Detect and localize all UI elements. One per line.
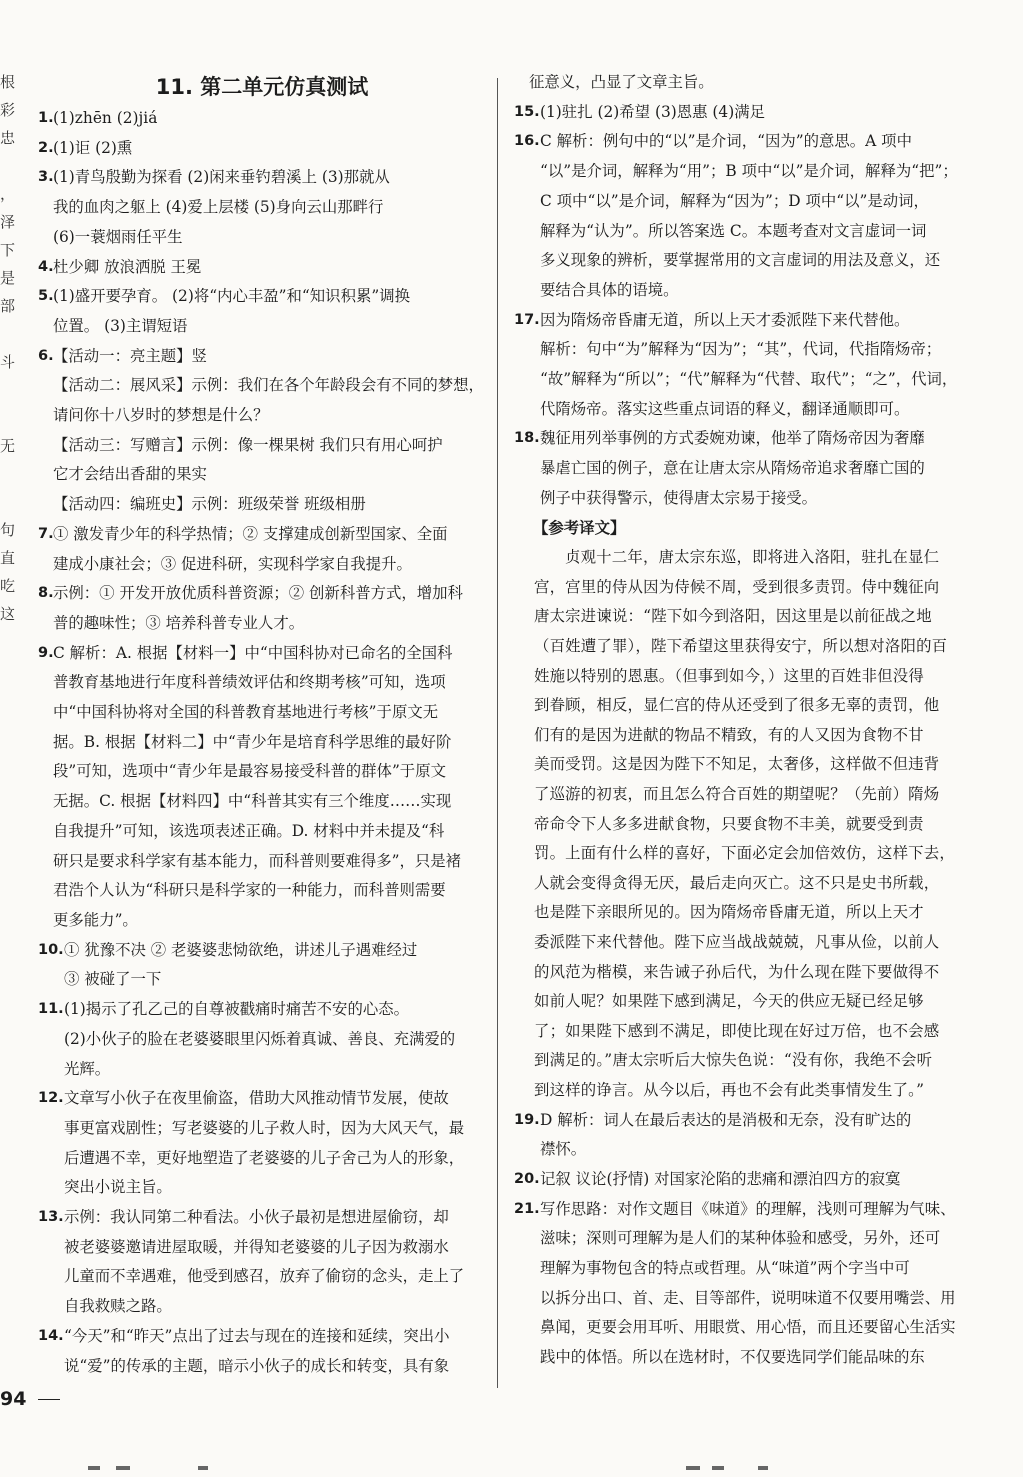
- answer-item: [38, 253, 486, 283]
- answer-number: 4.: [38, 258, 54, 275]
- edge-char: 这: [0, 605, 16, 623]
- answer-item: [38, 104, 486, 134]
- answer-line: 请问你十八岁时的梦想是什么？: [53, 406, 269, 425]
- edge-char: 忠: [0, 129, 16, 147]
- translation-line: 姓施以特别的恩惠。（但事到如今，）这里的百姓非但没得: [534, 666, 924, 685]
- page-title: 11. 第二单元仿真测试: [155, 75, 369, 99]
- translation-line: 贞观十二年，唐太宗东巡，即将进入洛阳，驻扎在显仁: [565, 548, 940, 567]
- answer-line: 更多能力”。: [53, 910, 138, 929]
- answer-item: [38, 1322, 486, 1381]
- translation-line: 了巡游的初衷，而且怎么符合百姓的期望呢？（先前）隋炀: [534, 785, 940, 803]
- answer-line: (1)青鸟殷勤为探看 (2)闲来垂钓碧溪上 (3)那就从: [53, 168, 390, 187]
- answer-list-right-b: [514, 1106, 966, 1373]
- answer-line: 说“爱”的传承的主题，暗示小伙子的成长和转变，具有象: [64, 1356, 450, 1375]
- answer-line: “以”是介词，解释为“用”；B 项中“以”是介词，解释为“把”；: [540, 162, 958, 181]
- answer-number: 2.: [38, 139, 54, 156]
- answer-line: D 解析：词人在最后表达的是消极和无奈，没有旷达的: [540, 1110, 912, 1129]
- answer-line: (1)揭示了孔乙己的自尊被戳痛时痛苦不安的心态。: [64, 1000, 410, 1019]
- answer-line: 代隋炀帝。落实这些重点词语的释义，翻译通顺即可。: [540, 399, 910, 418]
- answer-line: 君浩个人认为“科研只是科学家的一种能力，而科普则需要: [53, 881, 446, 900]
- answer-line: 解释为“认为”。所以答案选 C。本题考查对文言虚词一词: [540, 221, 927, 240]
- reference-translation: [514, 543, 966, 1105]
- translation-line: 的风范为楷模，来告诫子孙后代，为什么现在陛下要做得不: [534, 962, 940, 981]
- answer-line: 【活动三：写赠言】示例：像一棵果树 我们只有用心呵护: [53, 435, 443, 454]
- answer-line: 例子中获得警示，使得唐太宗易于接受。: [540, 488, 818, 507]
- translation-line: 帝命令下人多多进献食物，只要食物不丰美，就要受到责: [534, 814, 924, 833]
- answer-line: C 项中“以”是介词，解释为“因为”；D 项中“以”是动词，: [540, 191, 929, 210]
- edge-char: [0, 378, 16, 406]
- answer-number: 7.: [38, 525, 54, 542]
- answer-item: [514, 127, 966, 305]
- answer-line: 后遭遇不幸，更好地塑造了老婆婆的儿子舍己为人的形象，: [64, 1148, 465, 1167]
- footer-mark: [198, 1466, 208, 1470]
- answer-line: (1)讵 (2)熏: [53, 138, 133, 157]
- answer-line: 儿童而不幸遇难，他受到感召，放弃了偷窃的念头，走上了: [64, 1267, 465, 1286]
- answer-line: 滋味；深则可理解为是人们的某种体验和感受，另外，还可: [540, 1229, 941, 1248]
- answer-item: [514, 424, 966, 513]
- answer-list-right-a: [514, 98, 966, 514]
- footer-mark: [116, 1466, 130, 1470]
- answer-line: 征意义，凸显了文章主旨。: [529, 73, 714, 91]
- answer-line: 被老婆婆邀请进屋取暖，并得知老婆婆的儿子因为救溺水: [64, 1237, 449, 1256]
- answer-line: 文章写小伙子在夜里偷盗，借助大风推动情节发展，使故: [64, 1089, 449, 1108]
- edge-char: [0, 154, 16, 182]
- translation-line: 到满足的。”唐太宗听后大惊失色说：“没有你，我绝不会听: [534, 1051, 933, 1070]
- answer-line: (1)zhēn (2)jiá: [53, 109, 158, 127]
- answer-line: 示例：我认同第二种看法。小伙子最初是想进屋偷窃，却: [64, 1208, 449, 1227]
- answer-number: 3.: [38, 169, 54, 186]
- answer-number: 18.: [514, 430, 540, 447]
- answer-item: [38, 163, 486, 252]
- answer-number: 21.: [514, 1200, 540, 1217]
- edge-char: 部: [0, 297, 16, 315]
- edge-char: 根: [0, 73, 16, 91]
- translation-line: 委派陛下来代替他。陛下应当战战兢兢，凡事从俭，以前人: [534, 932, 940, 951]
- answer-item: [514, 1195, 966, 1373]
- answer-line: ③ 被碰了一下: [64, 970, 162, 989]
- answer-item: [38, 936, 486, 995]
- answer-line: 它才会结出香甜的果实: [53, 465, 207, 484]
- answer-line: 段”可知，选项中“青少年是最容易接受科普的群体”于原文: [53, 762, 446, 781]
- translation-line: 了；如果陛下感到不满足，即使比现在好过万倍，也不会感: [534, 1021, 940, 1040]
- answer-number: 1.: [38, 110, 54, 126]
- edge-char: 彩: [0, 101, 16, 119]
- answer-line: 示例：① 开发开放优质科普资源；② 创新科普方式，增加科: [53, 584, 463, 603]
- answer-item: [514, 306, 966, 425]
- translation-line: 到眷顾，相反，显仁宫的侍从还受到了很多无辜的责罚，他: [534, 696, 940, 715]
- edge-char: [0, 462, 16, 490]
- answer-number: 20.: [514, 1170, 540, 1187]
- answer-line: 写作思路：对作文题目《味道》的理解，浅则可理解为气味、: [540, 1199, 956, 1218]
- answer-line: 襟怀。: [540, 1140, 587, 1159]
- answer-item: [38, 520, 486, 579]
- answer-line: 中“中国科协将对全国的科普教育基地进行考核”于原文无: [53, 703, 439, 722]
- translation-line: 美而受罚。这是因为陛下不知足，太奢侈，这样做不但违背: [534, 755, 940, 774]
- answer-line: 建成小康社会；③ 促进科研，实现科学家自我提升。: [53, 554, 412, 573]
- translation-line: 宫，宫里的侍从因为侍候不周，受到很多责罚。侍中魏征向: [534, 577, 940, 596]
- answer-number: 11.: [38, 1001, 64, 1018]
- answer-item: [38, 282, 486, 341]
- answer-line: 【活动二：展风采】示例：我们在各个年龄段会有不同的梦想，: [53, 376, 484, 395]
- answer-line: 我的血肉之躯上 (4)爱上层楼 (5)身向云山那畔行: [53, 198, 384, 217]
- answer-item: [38, 1203, 486, 1322]
- answer-line: 事更富戏剧性；写老婆婆的儿子救人时，因为大风天气，最: [64, 1118, 465, 1137]
- answer-line: ① 犹豫不决 ② 老婆婆悲恸欲绝，讲述儿子遇难经过: [64, 940, 418, 959]
- edge-char: [0, 406, 16, 434]
- translation-line: 们有的是因为进献的物品不精致，有的人又因为食物不甘: [534, 725, 924, 744]
- footer-mark: [88, 1466, 100, 1470]
- answer-number: 9.: [38, 644, 54, 661]
- answer-item: [38, 639, 486, 936]
- answer-line: 据。B. 根据【材料二】中“青少年是培育科学思维的最好阶: [53, 732, 452, 751]
- answer-line: ① 激发青少年的科学热情；② 支撑建成创新型国家、全面: [53, 524, 448, 543]
- answer-list-left: [38, 104, 486, 1381]
- adjacent-page-edge-text: [0, 70, 16, 630]
- answer-number: 16.: [514, 133, 540, 150]
- answer-line: 以拆分出口、首、走、目等部件，说明味道不仅要用嘴尝、用: [540, 1288, 956, 1307]
- translation-heading: 【参考译文】: [533, 518, 626, 537]
- translation-line: （百姓遭了罪），陛下希望这里获得安宁，所以想对洛阳的百: [534, 637, 948, 656]
- answer-line: “今天”和“昨天”点出了过去与现在的连接和延续，突出小: [64, 1326, 450, 1345]
- answer-item: [514, 1106, 966, 1165]
- answer-line: C 解析：例句中的“以”是介词，“因为”的意思。A 项中: [540, 132, 912, 151]
- answer-item: [514, 1165, 966, 1195]
- answer-item: [38, 342, 486, 520]
- edge-char: 吃: [0, 577, 16, 595]
- answer-line: 位置。 (3)主谓短语: [53, 316, 188, 335]
- answer-number: 8.: [38, 585, 54, 602]
- answer-line: (1)盛开要孕育。 (2)将“内心丰盈”和“知识积累”调换: [53, 287, 410, 306]
- answer-line: 理解为事物包含的特点或哲理。从“味道”两个字当中可: [540, 1259, 910, 1278]
- answer-line: 【活动一：亮主题】竖: [53, 346, 207, 365]
- answer-line: 研只是要求科学家有基本能力，而科普则要难得多”，只是褚: [53, 851, 462, 870]
- edge-char: ，: [0, 185, 16, 203]
- column-divider: [497, 78, 498, 1388]
- answer-item: [514, 98, 966, 128]
- translation-line: 罚。上面有什么样的喜好，下面必定会加倍效仿，这样下去，: [534, 844, 955, 863]
- answer-line: 普的趣味性；③ 培养科普专业人才。: [53, 613, 305, 632]
- footer-mark: [686, 1466, 700, 1470]
- answer-line: 鼻闻，更要会用耳听、用眼赏、用心悟，而且还要留心生活实: [540, 1318, 956, 1337]
- translation-line: 人就会变得贪得无厌，最后走向灭亡。这不只是史书所载，: [534, 873, 940, 892]
- answer-line: 要结合具体的语境。: [540, 280, 679, 299]
- answer-line: 践中的体悟。所以在选材时，不仅要选同学们能品味的东: [540, 1348, 925, 1367]
- answer-line: C 解析：A. 根据【材料一】中“中国科协对已命名的全国科: [53, 643, 453, 662]
- answer-item: [38, 134, 486, 164]
- answer-item: [38, 995, 486, 1084]
- page-number-rule: [38, 1399, 60, 1400]
- answer-line: 多义现象的辨析，要掌握常用的文言虚词的用法及意义，还: [540, 251, 941, 270]
- translation-line: 唐太宗进谏说：“陛下如今到洛阳，因这里是以前征战之地: [534, 607, 932, 626]
- answer-14-continuation: [514, 68, 966, 98]
- answer-number: 17.: [514, 311, 540, 328]
- answer-line: 因为隋炀帝昏庸无道，所以上天才委派陛下来代替他。: [540, 310, 910, 329]
- answer-line: 记叙 议论(抒情) 对国家沦陷的悲痛和漂泊四方的寂寞: [540, 1169, 901, 1188]
- edge-char: 泽: [0, 213, 16, 231]
- answer-line: 无据。C. 根据【材料四】中“科普其实有三个维度……实现: [53, 792, 452, 811]
- answer-number: 15.: [514, 103, 540, 120]
- answer-line: 暴虐亡国的例子，意在让唐太宗从隋炀帝追求奢靡亡国的: [540, 459, 925, 478]
- right-column: [514, 68, 966, 1373]
- translation-line: 到这样的诤言。从今以后，再也不会有此类事情发生了。”: [534, 1080, 925, 1099]
- edge-char: 无: [0, 437, 16, 455]
- answer-line: 突出小说主旨。: [64, 1178, 172, 1197]
- edge-char: [0, 322, 16, 350]
- edge-char: 下: [0, 241, 16, 259]
- answer-line: (2)小伙子的脸在老婆婆眼里闪烁着真诚、善良、充满爱的: [64, 1029, 456, 1048]
- answer-number: 6.: [38, 347, 54, 364]
- answer-line: (6)一蓑烟雨任平生: [53, 227, 183, 246]
- answer-number: 12.: [38, 1090, 64, 1107]
- answer-line: “故”解释为“所以”；“代”解释为“代替、取代”；“之”，代词，: [540, 370, 958, 389]
- answer-line: 自我救赎之路。: [64, 1297, 172, 1316]
- answer-number: 13.: [38, 1209, 64, 1226]
- translation-line: 也是陛下亲眼所见的。因为隋炀帝昏庸无道，所以上天才: [534, 903, 924, 922]
- edge-char: 直: [0, 549, 16, 567]
- edge-char: 句: [0, 521, 16, 539]
- answer-line: 魏征用列举事例的方式委婉劝谏，他举了隋炀帝因为奢靡: [540, 429, 925, 448]
- answer-number: 14.: [38, 1327, 64, 1344]
- page-number: 94: [0, 1388, 27, 1410]
- answer-number: 10.: [38, 941, 64, 958]
- footer-mark: [712, 1466, 724, 1470]
- answer-item: [38, 1084, 486, 1203]
- answer-line: 杜少卿 放浪洒脱 王冕: [53, 257, 202, 276]
- edge-char: 是: [0, 269, 16, 287]
- answer-line: 解析：句中“为”解释为“因为”；“其”，代词，代指隋炀帝；: [540, 340, 942, 359]
- answer-line: 光辉。: [64, 1059, 111, 1078]
- edge-char: 斗: [0, 353, 16, 371]
- answer-line: 普教育基地进行年度科普绩效评估和终期考核”可知，选项: [53, 673, 446, 692]
- answer-number: 5.: [38, 288, 54, 305]
- footer-mark: [758, 1466, 768, 1470]
- left-column: [38, 68, 486, 1381]
- answer-line: 自我提升”可知，该选项表述正确。D. 材料中并未提及“科: [53, 821, 445, 840]
- answer-item: [38, 579, 486, 638]
- answer-line: 【活动四：编班史】示例：班级荣誉 班级相册: [53, 495, 366, 514]
- translation-line: 如前人呢？如果陛下感到满足，今天的供应无疑已经足够: [534, 992, 924, 1011]
- answer-number: 19.: [514, 1111, 540, 1128]
- edge-char: [0, 490, 16, 518]
- answer-line: (1)驻扎 (2)希望 (3)恩惠 (4)满足: [540, 102, 766, 121]
